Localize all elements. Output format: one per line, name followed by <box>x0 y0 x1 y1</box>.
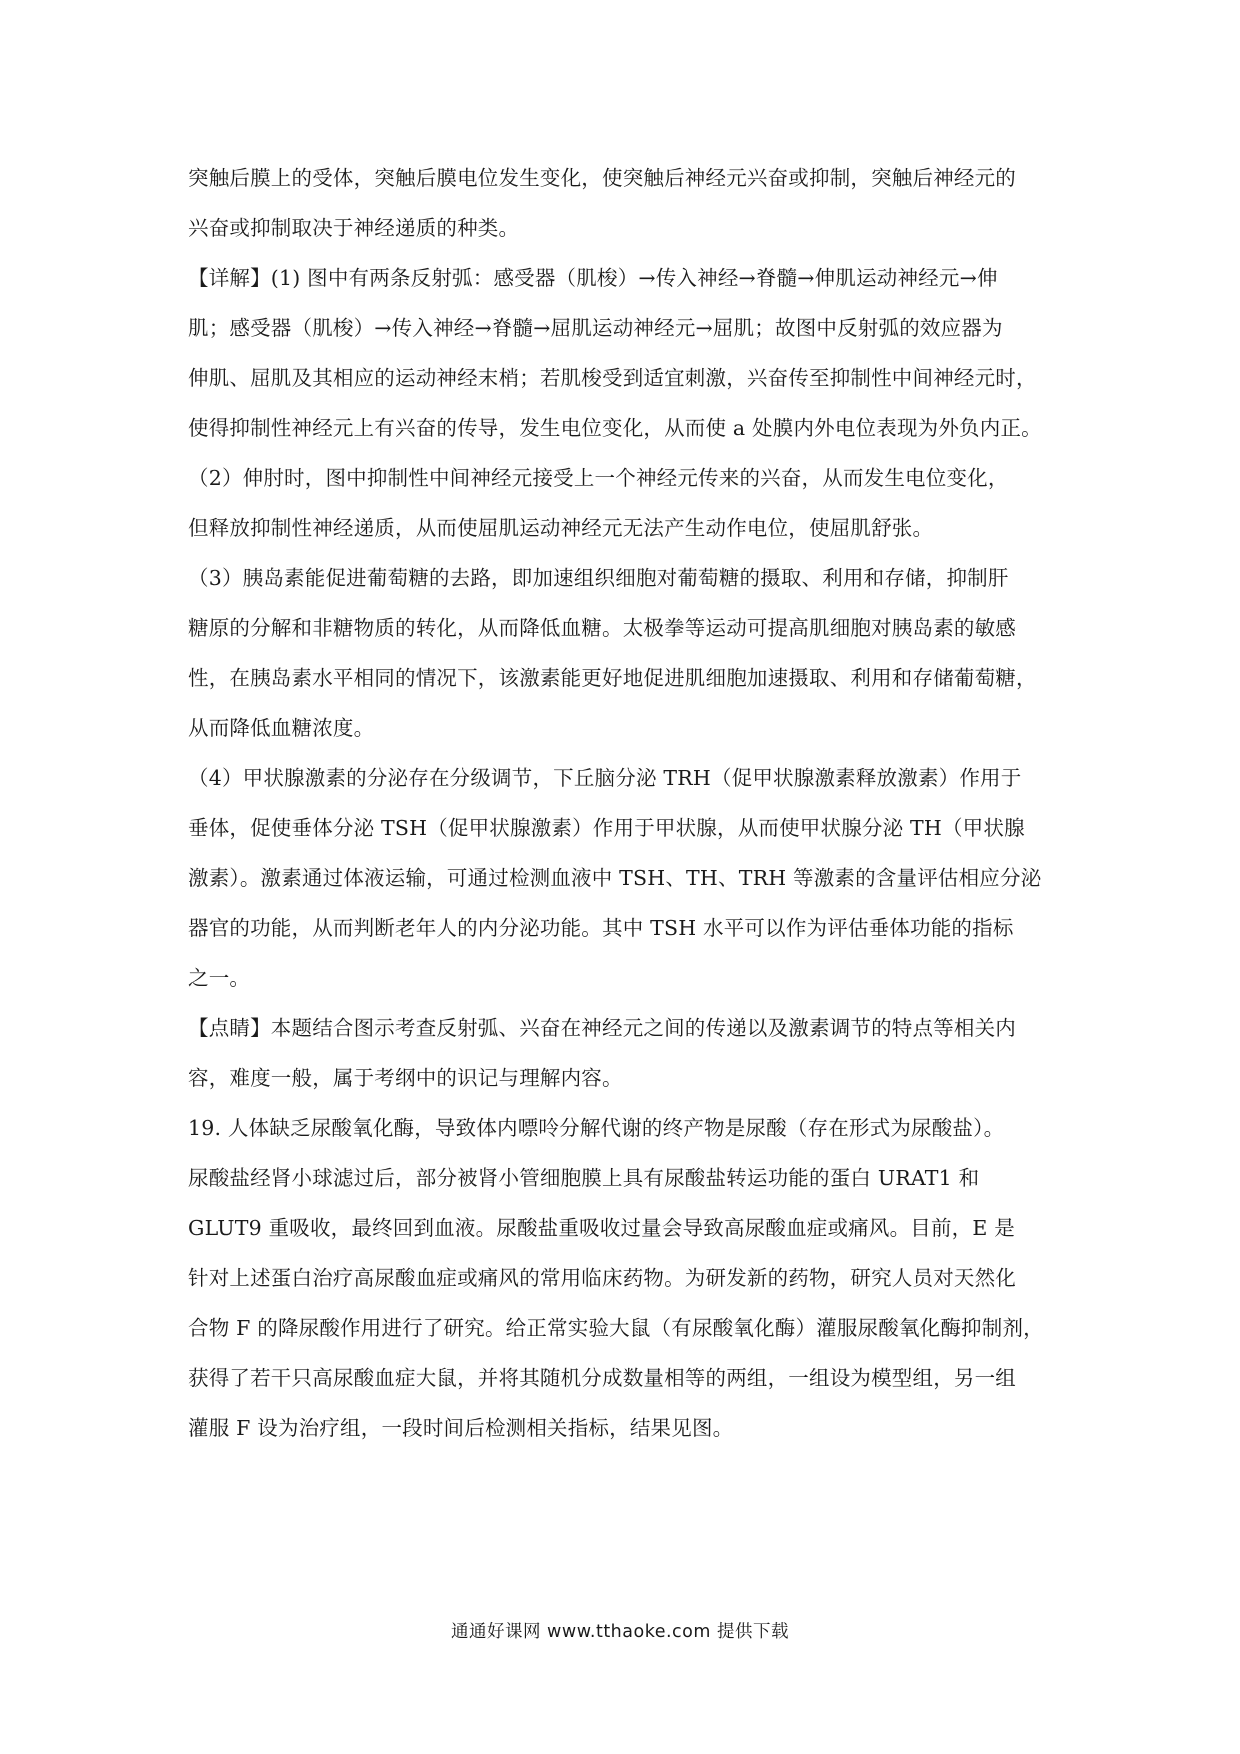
text-line: （4）甲状腺激素的分泌存在分级调节，下丘脑分泌 TRH（促甲状腺激素释放激素）作用于 <box>188 766 1022 790</box>
text-line: GLUT9 重吸收，最终回到血液。尿酸盐重吸收过量会导致高尿酸血症或痛风。目前，E 是 <box>188 1216 1015 1240</box>
text-line: 器官的功能，从而判断老年人的内分泌功能。其中 TSH 水平可以作为评估垂体功能的指标 <box>188 916 1014 940</box>
page-footer: 通通好课网 www.tthaoke.com 提供下载 <box>451 1622 789 1642</box>
text-line: 伸肌、屈肌及其相应的运动神经末梢；若肌梭受到适宜刺激，兴奋传至抑制性中间神经元时， <box>188 366 1037 390</box>
text-line: 但释放抑制性神经递质，从而使屈肌运动神经元无法产生动作电位，使屈肌舒张。 <box>188 516 934 540</box>
text-line: 针对上述蛋白治疗高尿酸血症或痛风的常用临床药物。为研发新的药物，研究人员对天然化 <box>188 1266 1016 1290</box>
text-line: 19. 人体缺乏尿酸氧化酶，导致体内嘌呤分解代谢的终产物是尿酸（存在形式为尿酸盐）。 <box>188 1116 1005 1140</box>
text-line: 【详解】(1) 图中有两条反射弧：感受器（肌梭）→传入神经→脊髓→伸肌运动神经元→伸 <box>188 266 998 290</box>
document-body <box>188 153 1056 1453</box>
text-line: 灌服 F 设为治疗组，一段时间后检测相关指标，结果见图。 <box>188 1416 734 1440</box>
text-line: 肌；感受器（肌梭）→传入神经→脊髓→屈肌运动神经元→屈肌；故图中反射弧的效应器为 <box>188 316 1003 340</box>
text-line: 激素）。激素通过体液运输，可通过检测血液中 TSH、TH、TRH 等激素的含量评估相应分泌 <box>188 866 1042 890</box>
text-line: 糖原的分解和非糖物质的转化，从而降低血糖。太极拳等运动可提高肌细胞对胰岛素的敏感 <box>188 616 1016 640</box>
text-line: 从而降低血糖浓度。 <box>188 716 375 740</box>
text-line: 性，在胰岛素水平相同的情况下，该激素能更好地促进肌细胞加速摄取、利用和存储葡萄糖， <box>188 666 1037 690</box>
text-line: （3）胰岛素能促进葡萄糖的去路，即加速组织细胞对葡萄糖的摄取、利用和存储，抑制肝 <box>188 566 1009 590</box>
text-line: （2）伸肘时，图中抑制性中间神经元接受上一个神经元传来的兴奋，从而发生电位变化， <box>188 466 1009 490</box>
text-line: 获得了若干只高尿酸血症大鼠，并将其随机分成数量相等的两组，一组设为模型组，另一组 <box>188 1366 1016 1390</box>
text-line: 使得抑制性神经元上有兴奋的传导，发生电位变化，从而使 a 处膜内外电位表现为外负内正。 <box>188 416 1042 440</box>
text-line: 尿酸盐经肾小球滤过后，部分被肾小管细胞膜上具有尿酸盐转运功能的蛋白 URAT1 和 <box>188 1166 980 1190</box>
text-line: 容，难度一般，属于考纲中的识记与理解内容。 <box>188 1066 623 1090</box>
text-line: 之一。 <box>188 966 251 990</box>
text-line: 合物 F 的降尿酸作用进行了研究。给正常实验大鼠（有尿酸氧化酶）灌服尿酸氧化酶抑制剂， <box>188 1316 1044 1340</box>
text-line: 【点睛】本题结合图示考查反射弧、兴奋在神经元之间的传递以及激素调节的特点等相关内 <box>188 1016 1016 1040</box>
text-line: 兴奋或抑制取决于神经递质的种类。 <box>188 216 520 240</box>
text-line: 垂体，促使垂体分泌 TSH（促甲状腺激素）作用于甲状腺，从而使甲状腺分泌 TH（甲状腺 <box>188 816 1025 840</box>
text-line: 突触后膜上的受体，突触后膜电位发生变化，使突触后神经元兴奋或抑制，突触后神经元的 <box>188 166 1016 190</box>
